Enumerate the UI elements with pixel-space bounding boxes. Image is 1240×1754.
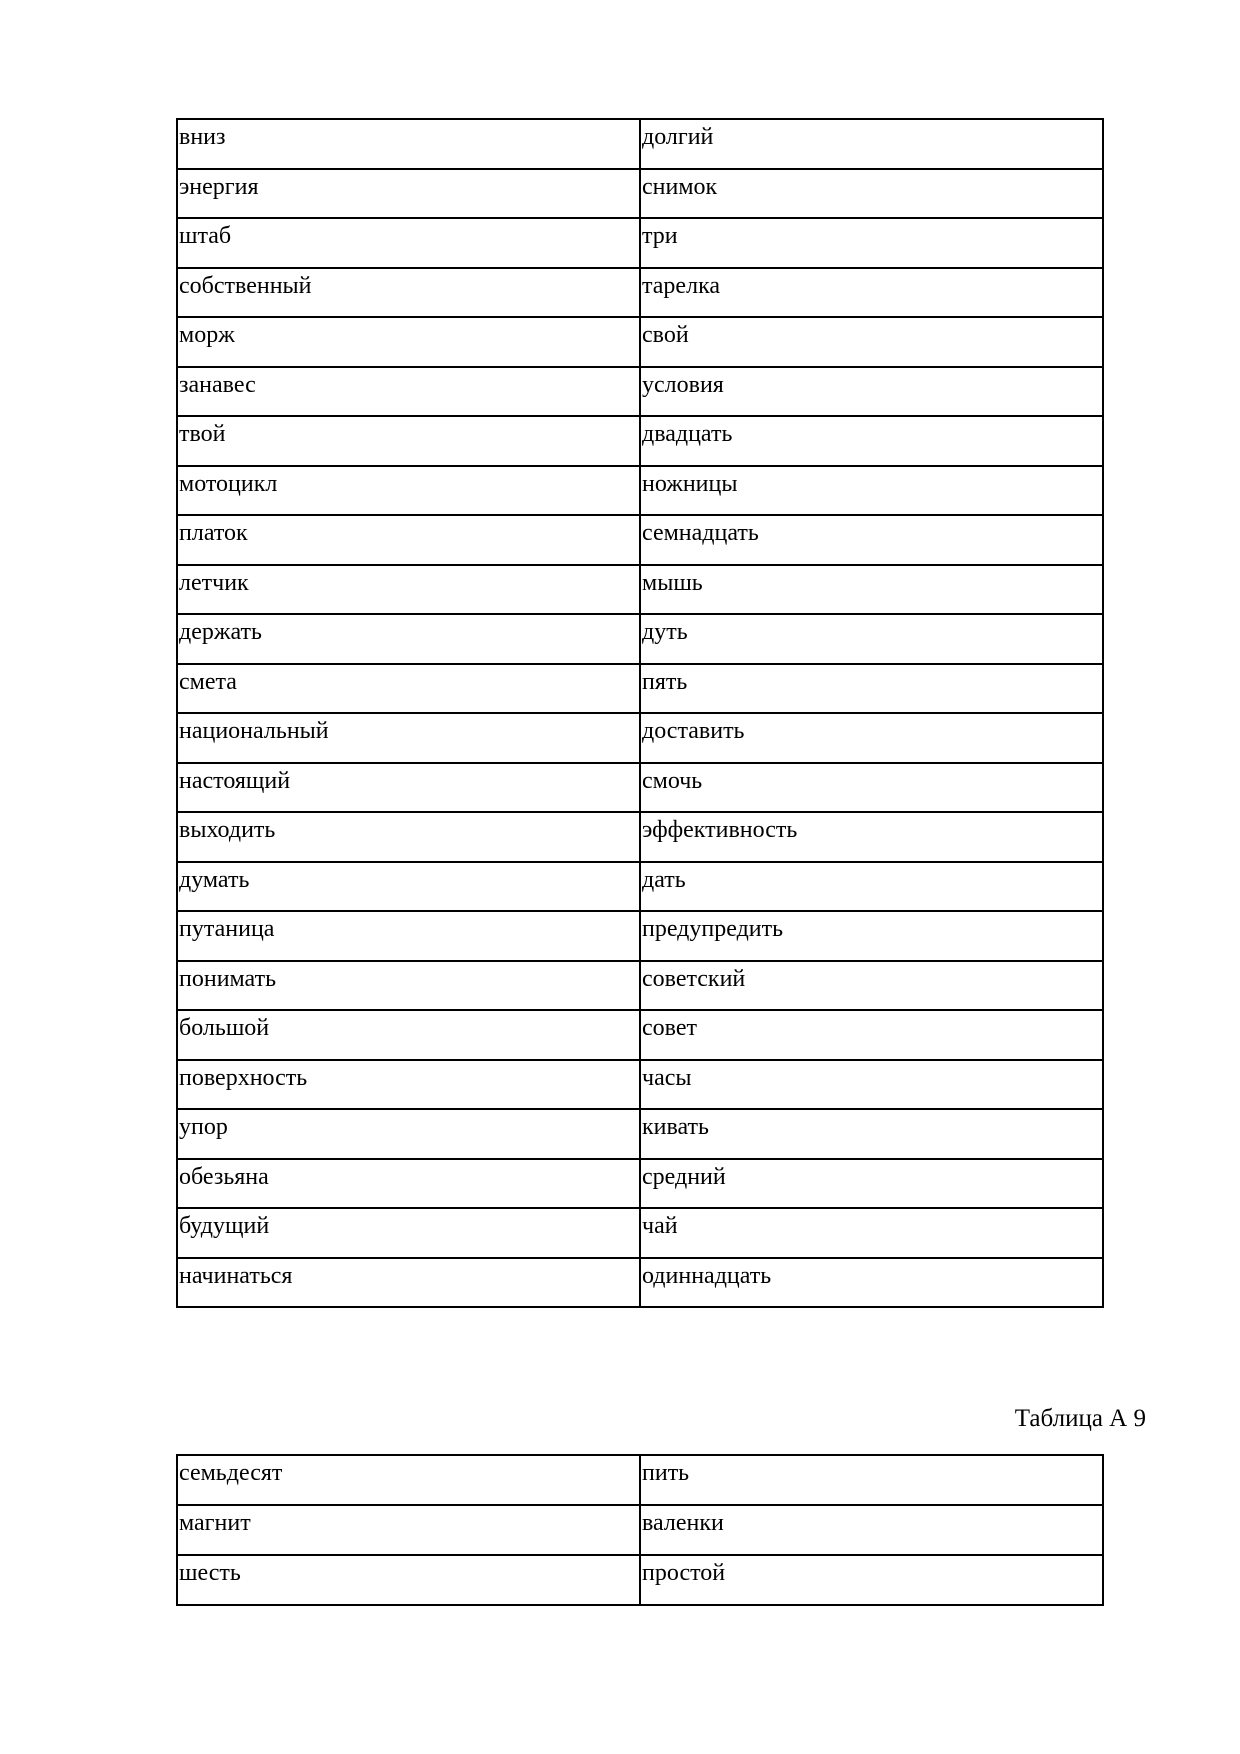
- table-cell: твой: [177, 416, 640, 466]
- table-cell: кивать: [640, 1109, 1103, 1159]
- table-cell: дать: [640, 862, 1103, 912]
- table-cell: выходить: [177, 812, 640, 862]
- table-row: [177, 1455, 1103, 1505]
- table-cell: мышь: [640, 565, 1103, 615]
- table-cell: пить: [640, 1455, 1103, 1505]
- table-cell: занавес: [177, 367, 640, 417]
- table-row: [177, 812, 1103, 862]
- table-cell: ножницы: [640, 466, 1103, 516]
- table-cell: семнадцать: [640, 515, 1103, 565]
- table-cell: дуть: [640, 614, 1103, 664]
- table-cell: энергия: [177, 169, 640, 219]
- table-cell: мотоцикл: [177, 466, 640, 516]
- table-cell: пять: [640, 664, 1103, 714]
- table-cell: двадцать: [640, 416, 1103, 466]
- table-row: [177, 466, 1103, 516]
- table-cell: думать: [177, 862, 640, 912]
- table-cell: настоящий: [177, 763, 640, 813]
- table-row: [177, 268, 1103, 318]
- table-cell: штаб: [177, 218, 640, 268]
- table-cell: предупредить: [640, 911, 1103, 961]
- word-table-2-body: [177, 1455, 1103, 1605]
- table-cell: национальный: [177, 713, 640, 763]
- table-cell: доставить: [640, 713, 1103, 763]
- table-cell: магнит: [177, 1505, 640, 1555]
- table-cell: валенки: [640, 1505, 1103, 1555]
- table-cell: шесть: [177, 1555, 640, 1605]
- table-row: [177, 515, 1103, 565]
- table-row: [177, 416, 1103, 466]
- word-table-1-body: [177, 119, 1103, 1307]
- table-cell: летчик: [177, 565, 640, 615]
- table-cell: советский: [640, 961, 1103, 1011]
- table-cell: платок: [177, 515, 640, 565]
- table-row: [177, 763, 1103, 813]
- table-cell: чай: [640, 1208, 1103, 1258]
- table-cell: смочь: [640, 763, 1103, 813]
- table-row: [177, 713, 1103, 763]
- table-row: [177, 664, 1103, 714]
- table-cell: долгий: [640, 119, 1103, 169]
- table-cell: свой: [640, 317, 1103, 367]
- table-row: [177, 1060, 1103, 1110]
- table-cell: путаница: [177, 911, 640, 961]
- table-cell: средний: [640, 1159, 1103, 1209]
- table-cell: семьдесят: [177, 1455, 640, 1505]
- table-row: [177, 119, 1103, 169]
- table-cell: часы: [640, 1060, 1103, 1110]
- table-row: [177, 367, 1103, 417]
- table-cell: тарелка: [640, 268, 1103, 318]
- table-cell: одиннадцать: [640, 1258, 1103, 1308]
- table-cell: совет: [640, 1010, 1103, 1060]
- table-cell: смета: [177, 664, 640, 714]
- table-row: [177, 169, 1103, 219]
- table-row: [177, 961, 1103, 1011]
- table-row: [177, 1555, 1103, 1605]
- table-cell: условия: [640, 367, 1103, 417]
- table-cell: поверхность: [177, 1060, 640, 1110]
- table-row: [177, 1505, 1103, 1555]
- table-cell: вниз: [177, 119, 640, 169]
- table-row: [177, 911, 1103, 961]
- table-cell: эффективность: [640, 812, 1103, 862]
- table-row: [177, 1208, 1103, 1258]
- table-cell: три: [640, 218, 1103, 268]
- word-table-1: [176, 118, 1104, 1308]
- table-cell: начинаться: [177, 1258, 640, 1308]
- table-row: [177, 1159, 1103, 1209]
- table-cell: упор: [177, 1109, 640, 1159]
- table-cell: большой: [177, 1010, 640, 1060]
- table-row: [177, 1258, 1103, 1308]
- table-cell: понимать: [177, 961, 640, 1011]
- table-row: [177, 218, 1103, 268]
- table-row: [177, 1109, 1103, 1159]
- table-row: [177, 317, 1103, 367]
- table-cell: держать: [177, 614, 640, 664]
- table-cell: морж: [177, 317, 640, 367]
- table-cell: собственный: [177, 268, 640, 318]
- table-row: [177, 1010, 1103, 1060]
- table-row: [177, 614, 1103, 664]
- table-cell: будущий: [177, 1208, 640, 1258]
- table-caption: Таблица А 9: [1014, 1405, 1146, 1432]
- table-row: [177, 862, 1103, 912]
- table-cell: простой: [640, 1555, 1103, 1605]
- word-table-2: [176, 1454, 1104, 1606]
- table-row: [177, 565, 1103, 615]
- table-cell: обезьяна: [177, 1159, 640, 1209]
- table-cell: снимок: [640, 169, 1103, 219]
